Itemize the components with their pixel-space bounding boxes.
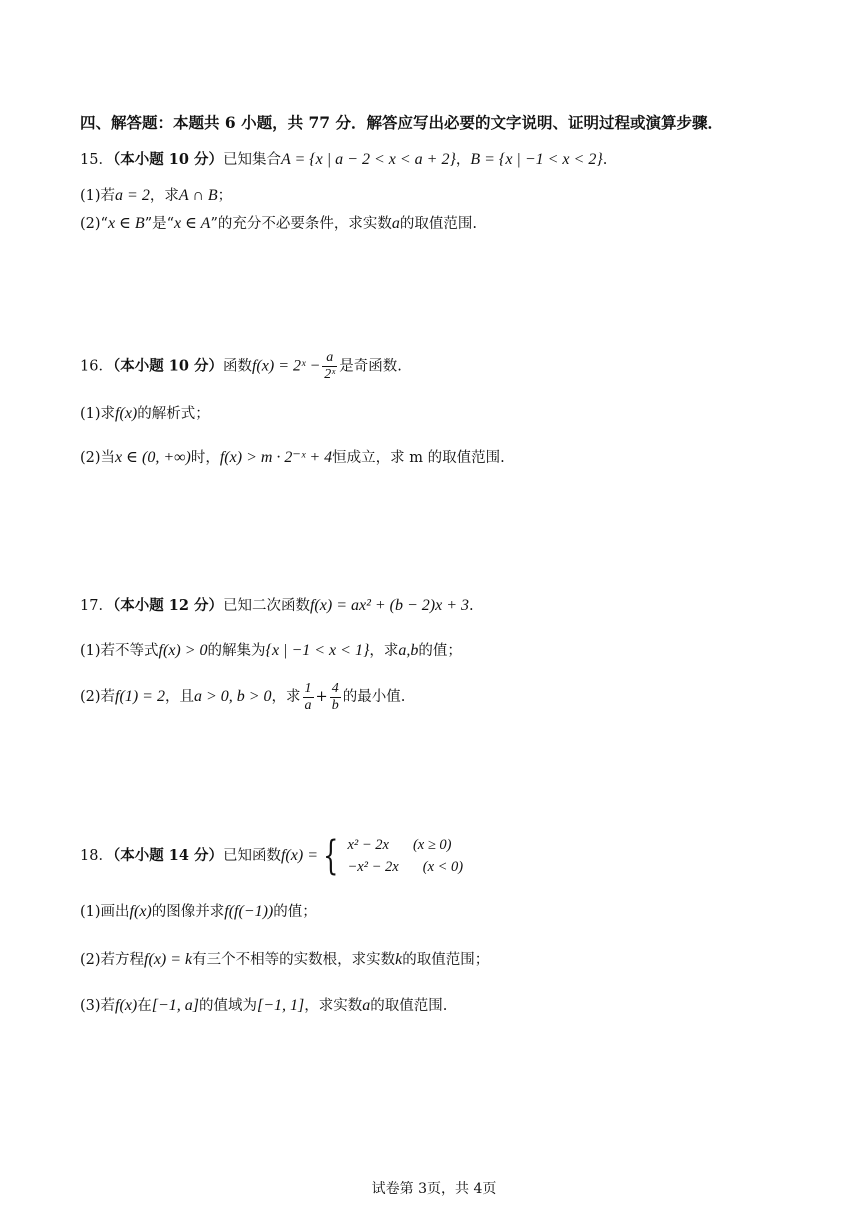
part-text: 的取值范围. [370,998,448,1014]
part-math: x ∈ (0, +∞) [115,449,191,466]
fraction-four-over-b [330,681,341,714]
part-text: 的值； [418,643,462,659]
part-math: a [362,997,371,1014]
part-math: f(x) > 0 [158,642,208,659]
fraction-denominator: a [304,697,312,713]
part-text: 时， [190,450,220,466]
fraction [322,350,337,383]
stem-text: 已知函数 [222,848,281,864]
problem-18-part-1 [80,902,317,922]
stem-text: 已知二次函数 [222,598,310,614]
page-footer: 试卷第 3页，共 4页 [371,1181,497,1197]
part-math: k [395,951,403,968]
set-b-definition: B = {x | −1 < x < 2} [470,151,603,168]
stem-text: 已知集合 [222,152,281,168]
problem-18-part-3 [80,996,447,1016]
part-text: ，求实数 [304,998,363,1014]
piece-condition: (x ≥ 0) [412,837,452,853]
problem-number: 16． [80,358,113,375]
problem-16-stem [80,350,402,383]
part-text: 画出 [100,904,130,920]
stem-suffix: . [602,152,608,168]
part-text: 的最小值. [342,689,406,705]
fraction-denominator: b [331,697,339,713]
problem-17-stem [80,596,474,616]
part-math: [−1, a] [151,997,199,1014]
part-text: ”的充分不必要条件，求实数 [210,216,392,232]
part-text: 的值域为 [199,998,257,1014]
fraction-numerator: 4 [331,680,339,696]
stem-separator: ， [455,152,471,168]
problem-16-part-1 [80,404,210,424]
problem-number: 15． [80,152,113,168]
problem-18-part-2 [80,950,489,970]
part-text: ，求 [149,188,179,204]
piece-expression: −x² − 2x [347,859,399,875]
problem-points: （本小题 10 分） [112,357,223,375]
section-heading: 四、解答题：本题共 6 小题，共 77 分．解答应写出必要的文字说明、证明过程或演算步骤． [80,113,723,132]
part-text: 的图像并求 [151,904,225,920]
part-math: a > 0, b > 0 [193,688,272,705]
part-text: 有三个不相等的实数根，求实数 [192,952,396,968]
part-math: a = 2 [115,187,150,204]
plus-sign: + [315,689,328,705]
part-text: 求 [100,406,116,422]
part-math: [−1, 1] [257,997,305,1014]
part-text: 若 [100,689,116,705]
piece-expression: x² − 2x [347,837,389,853]
part-math: f(1) = 2 [115,688,165,705]
problem-points: （本小题 10 分） [112,151,223,168]
part-label: (1) [80,406,101,422]
part-text: 在 [137,998,152,1014]
part-math: a [391,215,400,232]
part-label: (2) [80,450,101,466]
problem-number: 18． [80,848,113,864]
stem-text: 函数 [222,358,252,375]
part-text: 若不等式 [100,643,159,659]
part-label: (3) [80,998,101,1014]
part-math: f(x) [129,903,152,920]
part-text: “ [100,216,108,232]
problem-17-part-1 [80,641,462,661]
fraction-numerator: 1 [304,680,312,696]
problem-17-part-2 [80,680,405,714]
part-text: ； [217,188,233,204]
part-label: (2) [80,689,101,705]
part-math: f(f(−1)) [224,903,274,920]
problem-points: （本小题 12 分） [112,597,223,614]
part-label: (1) [80,643,101,659]
function-definition: f(x) = 2ˣ − [251,357,321,375]
part-label: (2) [80,952,101,968]
function-definition: f(x) = ax² + (b − 2)x + 3 [309,597,470,614]
fraction-one-over-a [303,681,314,714]
part-text: ”是“ [144,216,175,232]
part-math: x ∈ B [107,215,145,232]
part-text: 的解析式； [137,406,210,422]
part-math: a,b [398,642,419,659]
part-math: A ∩ B [178,187,218,204]
part-text: 的取值范围； [402,952,490,968]
part-label: (2) [80,216,101,232]
part-text: 的值； [273,904,317,920]
part-text: 的取值范围. [399,216,477,232]
part-text: ，求 [369,643,399,659]
left-brace: { [323,833,339,879]
part-math: f(x) [115,405,138,422]
problem-points: （本小题 14 分） [112,847,223,864]
part-label: (1) [80,904,101,920]
part-text: 若方程 [100,952,145,968]
problem-18-stem [80,834,463,878]
fraction-numerator: a [322,350,337,367]
piece-row-1 [347,834,463,856]
function-definition: f(x) = [280,847,318,864]
part-text: 当 [100,450,116,466]
part-text: ，且 [164,689,194,705]
part-text: ，求 [271,689,301,705]
part-text: 的解集为 [207,643,266,659]
set-a-definition: A = {x | a − 2 < x < a + 2} [280,151,456,168]
problem-number: 17． [80,598,113,614]
problem-15-part-2 [80,214,477,234]
stem-suffix: . [469,598,474,614]
problem-15-stem [80,150,607,170]
part-text: 若 [100,998,116,1014]
part-math: f(x) > m · 2⁻ˣ + 4 [219,449,333,466]
problem-15-part-1 [80,186,232,206]
piece-condition: (x < 0) [422,859,464,875]
fraction-denominator: 2ˣ [324,367,336,382]
part-text: 恒成立，求 m 的取值范围. [332,450,505,466]
part-math: f(x) = k [144,951,193,968]
piecewise-definition [347,834,463,878]
piece-row-2 [347,856,463,878]
part-label: (1) [80,188,101,204]
problem-16-part-2 [80,448,505,468]
part-math: f(x) [115,997,138,1014]
stem-suffix: 是奇函数. [339,358,402,375]
part-math: {x | −1 < x < 1} [265,642,370,659]
part-text: 若 [100,188,116,204]
part-math: x ∈ A [174,215,211,232]
